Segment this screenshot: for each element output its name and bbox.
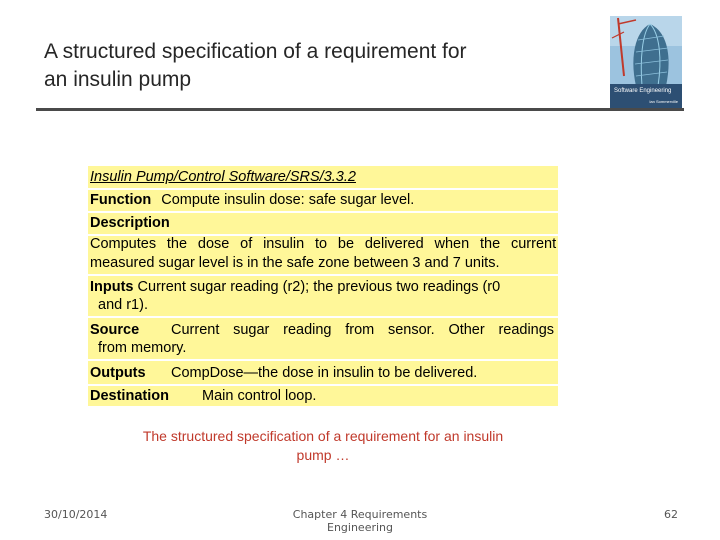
slide-title-line-2: an insulin pump xyxy=(44,68,192,91)
cover-title: Software Engineering xyxy=(614,88,672,94)
source-text-line-2: from memory. xyxy=(98,340,187,356)
source-text-line-1: Current sugar reading from sensor. Other readings xyxy=(171,322,555,338)
slide-title-line-1: A structured specification of a requirement for xyxy=(44,40,467,63)
spec-row-separator xyxy=(88,274,558,276)
footer-chapter: Chapter 4 Requirements Engineering xyxy=(292,508,428,534)
spec-row-separator xyxy=(88,359,558,361)
outputs-label: Outputs xyxy=(90,365,146,381)
destination-label: Destination xyxy=(90,388,169,404)
description-line-2: measured sugar level is in the safe zone between 3 and 7 units. xyxy=(90,255,500,271)
spec-header: Insulin Pump/Control Software/SRS/3.3.2 xyxy=(90,169,356,185)
inputs-text-line-2: and r1). xyxy=(98,297,148,313)
spec-row-separator xyxy=(88,211,558,213)
function-text: Compute insulin dose: safe sugar level. xyxy=(161,192,415,208)
description-line-1: Computes the dose of insulin to be delivered when the current xyxy=(90,236,557,252)
figure-caption xyxy=(100,427,546,465)
slide-title xyxy=(44,38,604,94)
inputs-label: Inputs xyxy=(90,279,134,295)
function-label: Function xyxy=(90,192,152,208)
description-label: Description xyxy=(90,215,170,231)
footer-page-number: 62 xyxy=(664,508,678,521)
caption-line-2: pump … xyxy=(296,447,350,463)
source-label: Source xyxy=(90,322,140,338)
spec-function-row xyxy=(90,192,414,209)
spec-row-separator xyxy=(88,188,558,190)
outputs-text: CompDose—the dose in insulin to be delivered. xyxy=(171,365,478,381)
spec-inputs-row xyxy=(90,279,500,296)
spec-row-separator xyxy=(88,384,558,386)
footer-date: 30/10/2014 xyxy=(44,508,108,521)
inputs-text-line-1: Current sugar reading (r2); the previous two readings (r0 xyxy=(137,279,501,295)
book-cover-image xyxy=(610,16,682,108)
destination-text: Main control loop. xyxy=(202,388,317,404)
caption-line-1: The structured specification of a requirement for an insulin xyxy=(142,428,504,444)
title-divider xyxy=(36,108,684,111)
spec-row-separator xyxy=(88,316,558,318)
cover-author: Ian Sommerville xyxy=(649,99,678,104)
specification-box xyxy=(88,166,558,406)
